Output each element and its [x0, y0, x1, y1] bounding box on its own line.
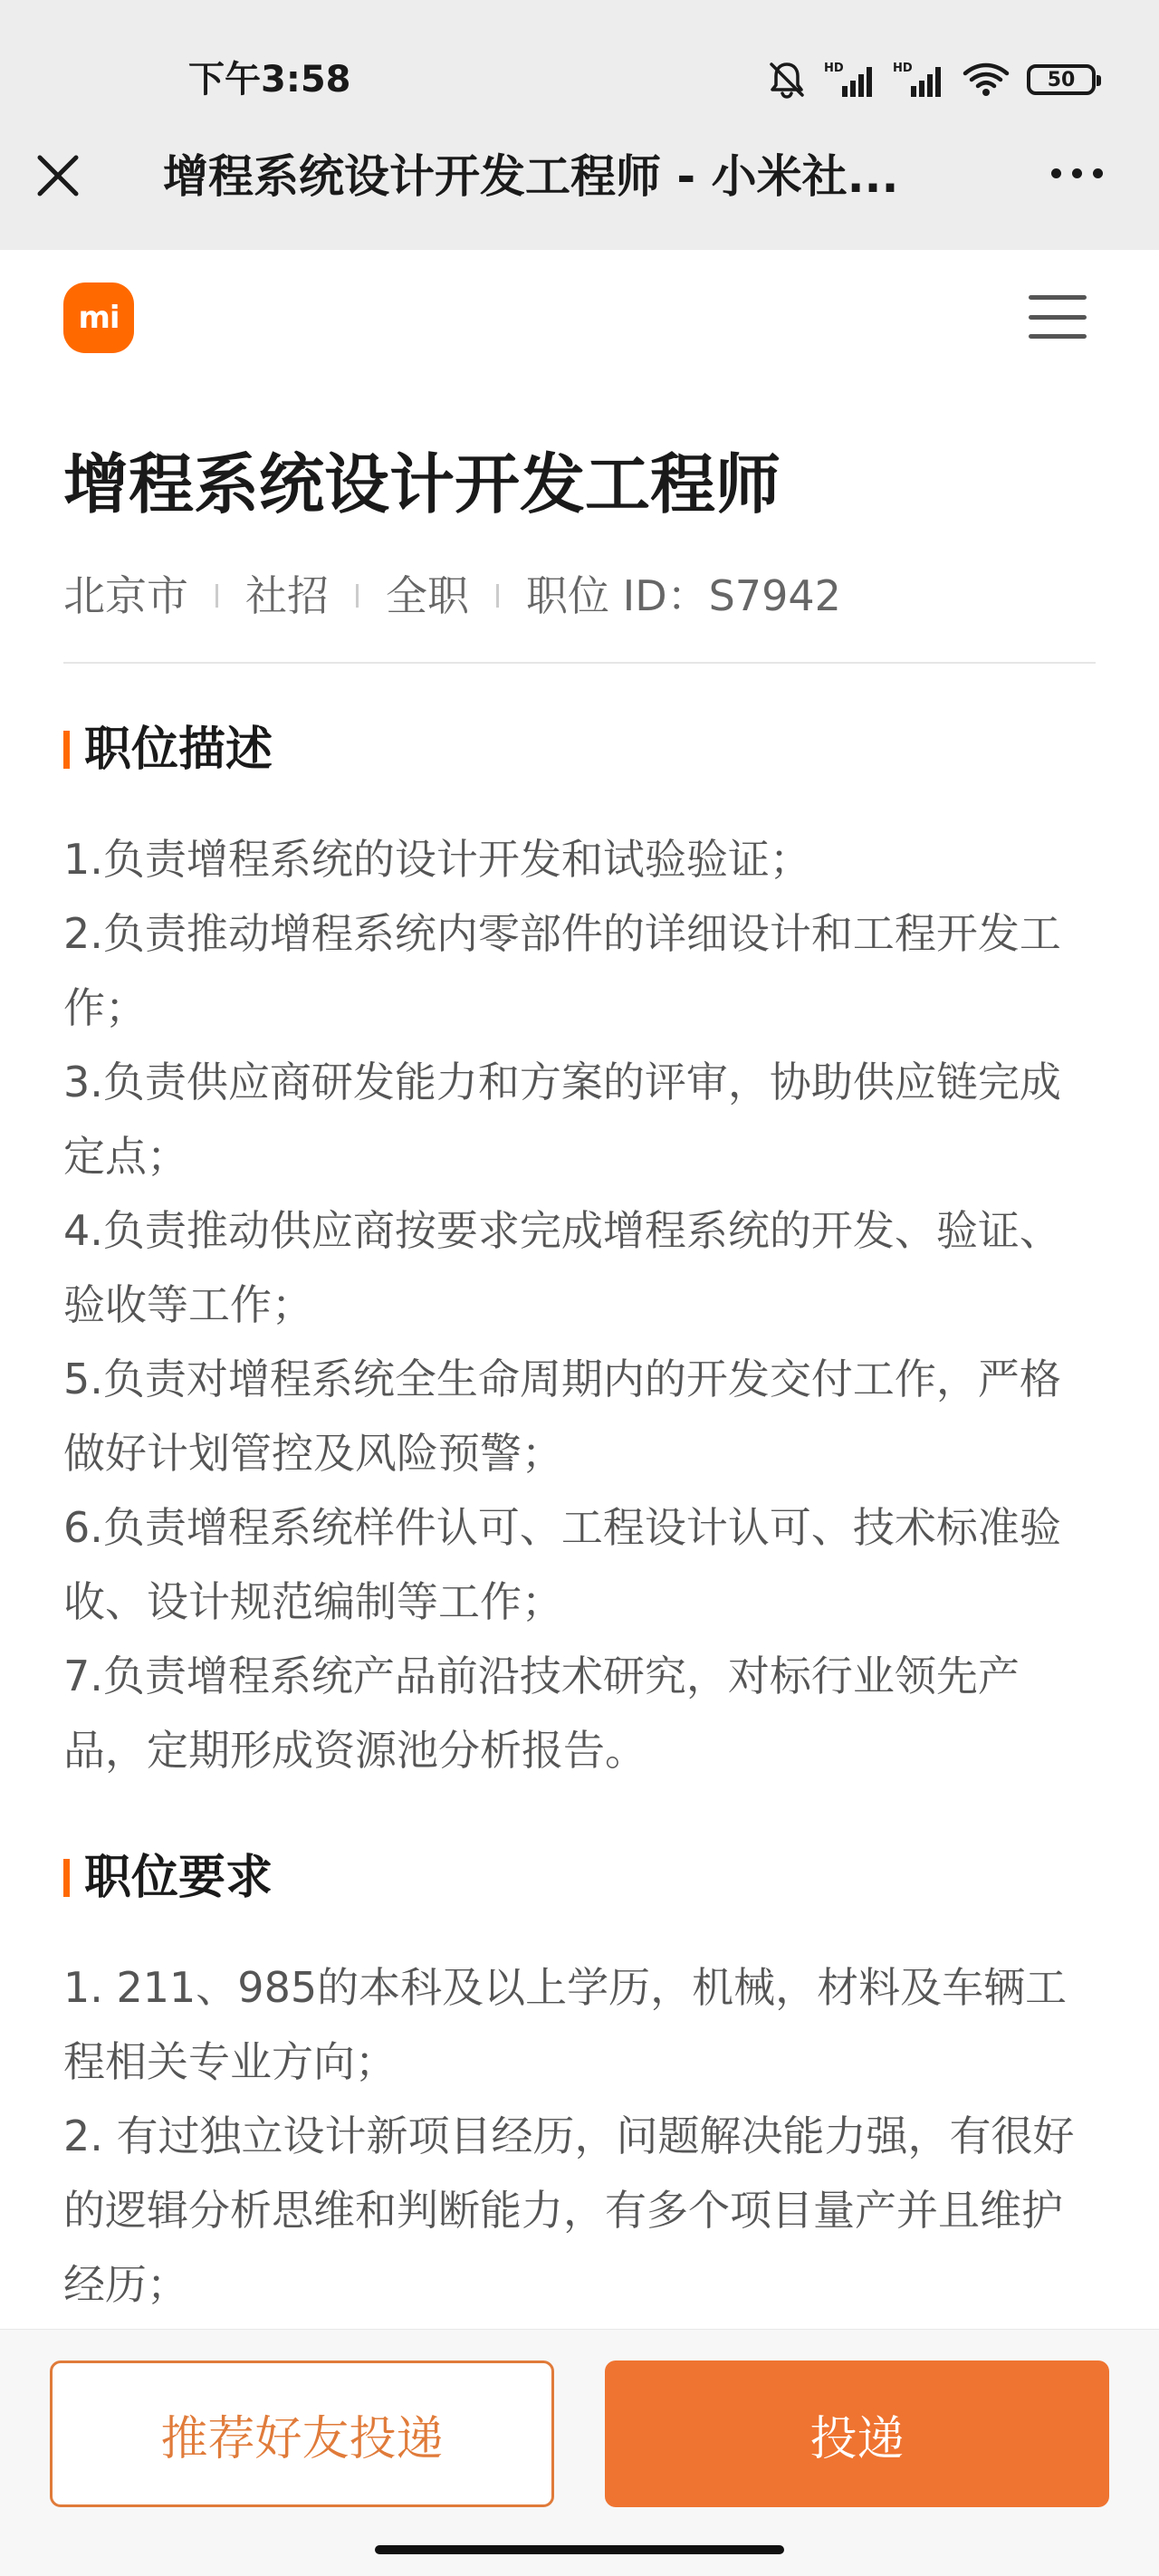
site-header: [0, 250, 1159, 386]
divider: [63, 662, 1096, 664]
meta-separator: [216, 584, 218, 608]
menu-line: [1029, 295, 1087, 300]
description-item: 6.负责增程系统样件认可、工程设计认可、技术标准验收、设计规范编制等工作；: [63, 1503, 1061, 1626]
svg-text:HD: HD: [824, 62, 844, 75]
mi-logo[interactable]: mi: [63, 282, 134, 353]
refer-friend-button[interactable]: 推荐好友投递: [50, 2361, 554, 2507]
more-dots-icon[interactable]: [1051, 168, 1103, 178]
bottom-action-bar: [0, 2329, 1159, 2576]
job-meta: [63, 560, 841, 632]
description-list: [63, 822, 1087, 1787]
description-item: 2.负责推动增程系统内零部件的详细设计和工程开发工作；: [63, 909, 1061, 1032]
section-accent-bar: [63, 1859, 70, 1897]
job-type: 社招: [245, 571, 329, 620]
description-item: 4.负责推动供应商按要求完成增程系统的开发、验证、验收等工作；: [63, 1206, 1061, 1329]
description-heading: [63, 713, 273, 786]
menu-line: [1029, 334, 1087, 339]
dot: [1072, 168, 1082, 178]
hd-signal-icon: [824, 59, 876, 101]
description-item: 5.负责对增程系统全生命周期内的开发交付工作，严格做好计划管控及风险预警；: [63, 1355, 1061, 1478]
meta-separator: [356, 584, 359, 608]
hamburger-menu-icon[interactable]: [1029, 295, 1087, 339]
dot: [1093, 168, 1103, 178]
page-title-bar: 增程系统设计开发工程师 - 小米社...: [163, 150, 899, 203]
requirement-item: 2. 有过独立设计新项目经历，问题解决能力强，有很好的逻辑分析思维和判断能力，有多个项目量产并且维护经历；: [63, 2112, 1075, 2309]
job-id: 职位 ID：S7942: [526, 571, 841, 620]
requirements-heading: [63, 1842, 273, 1914]
battery-icon: 50: [1027, 64, 1096, 95]
job-city: 北京市: [63, 571, 188, 620]
requirement-item: 1. 211、985的本科及以上学历，机械，材料及车辆工程相关专业方向；: [63, 1963, 1068, 2086]
description-item: 1.负责增程系统的设计开发和试验验证；: [63, 835, 811, 884]
dot: [1051, 168, 1061, 178]
apply-button[interactable]: 投递: [605, 2361, 1109, 2507]
hd-signal-icon: [893, 59, 945, 101]
meta-separator: [496, 584, 499, 608]
browser-top-bar: [0, 0, 1159, 250]
menu-line: [1029, 315, 1087, 320]
job-employment: 全职: [386, 571, 469, 620]
requirements-list: [63, 1950, 1087, 2322]
home-indicator[interactable]: [375, 2545, 784, 2554]
svg-text:HD: HD: [893, 62, 913, 75]
wifi-icon: [962, 59, 1011, 101]
section-accent-bar: [63, 731, 70, 769]
description-heading-text: 职位描述: [84, 723, 273, 777]
description-item: 3.负责供应商研发能力和方案的评审，协助供应链完成定点；: [63, 1058, 1061, 1181]
requirements-heading-text: 职位要求: [84, 1851, 273, 1905]
close-icon[interactable]: [34, 152, 81, 199]
job-title: 增程系统设计开发工程师: [63, 446, 781, 522]
mute-bell-icon: [766, 59, 808, 101]
status-time: 下午3:58: [188, 59, 351, 101]
description-item: 7.负责增程系统产品前沿技术研究，对标行业领先产品，定期形成资源池分析报告。: [63, 1652, 1020, 1775]
status-icons: [766, 56, 1096, 103]
